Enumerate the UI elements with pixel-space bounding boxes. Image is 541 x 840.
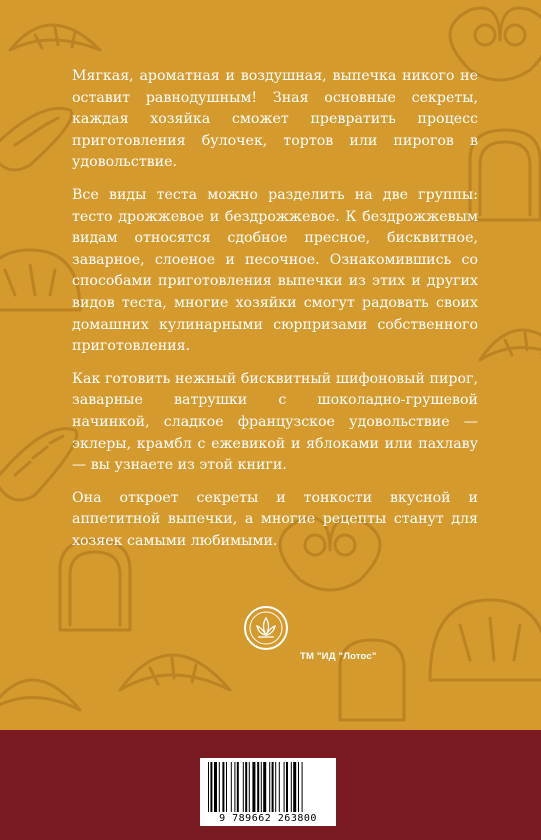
barcode-bar xyxy=(245,762,247,812)
barcode-bar xyxy=(208,762,209,812)
croissant-icon xyxy=(0,680,80,710)
baguette-icon xyxy=(0,108,72,170)
barcode-bar xyxy=(291,762,292,812)
barcode-bar xyxy=(231,762,232,812)
croissant-icon xyxy=(120,655,230,690)
barcode xyxy=(200,758,336,826)
barcode-bar xyxy=(222,762,224,812)
barcode-bar xyxy=(272,762,274,812)
barcode-bar xyxy=(261,762,262,812)
lotus-seal-icon xyxy=(242,604,290,652)
barcode-bar xyxy=(275,762,276,812)
barcode-bar xyxy=(293,762,296,812)
barcode-bar xyxy=(302,762,303,812)
bread-slice-icon xyxy=(470,130,540,220)
barcode-bar xyxy=(269,762,270,812)
barcode-bar xyxy=(243,762,244,812)
barcode-bar xyxy=(284,762,285,812)
barcode-bar xyxy=(286,762,288,812)
croissant-icon xyxy=(10,25,100,50)
barcode-bars xyxy=(206,762,330,812)
barcode-bar xyxy=(237,762,239,812)
barcode-bar xyxy=(214,762,217,812)
barcode-bar xyxy=(252,762,255,812)
loaf-icon xyxy=(0,250,80,310)
blurb-paragraph: Мягкая, ароматная и воздушная, выпечка никого не оставит равнодушным! Зная основные секреты, каждая хозяйка сможет превратить процесс приготовления булочек, тортов или пирогов в удовольствие. xyxy=(72,68,478,171)
croissant-icon xyxy=(480,330,541,360)
baguette-icon xyxy=(0,429,77,500)
blurb-paragraph: Как готовить нежный бисквитный шифоновый пирог, заварные ватрушки с шоколадно-грушевой начинкой, сладкое французское удовольствие — эклеры, крамбл с ежевикой и яблоками или пахлаву — вы узнаете из этой книги. xyxy=(72,370,478,474)
barcode-bar xyxy=(263,762,266,812)
barcode-bar xyxy=(257,762,259,812)
barcode-bar xyxy=(210,762,212,812)
barcode-bar xyxy=(234,762,235,812)
barcode-bar xyxy=(279,762,280,812)
publisher-label: ТМ "ИД "Лотос" xyxy=(300,651,377,662)
back-cover-blurb xyxy=(72,66,478,563)
barcode-bar xyxy=(249,762,250,812)
barcode-digits: 9 789662 263800 xyxy=(219,813,317,824)
barcode-bar xyxy=(298,762,299,812)
blurb-paragraph: Все виды теста можно разделить на две группы: тесто дрожжевое и бездрожжевое. К бездрожжевым видам относятся сдобное пресное, бисквитное, заварное, слоеное и песочное. Ознакомившись со способами приготовления выпечки из этих и других видов теста, многие хозяйки смогут радовать своих домашних кулинарными сюрпризами собственного приготовления. xyxy=(72,186,478,355)
loaf-icon xyxy=(430,600,541,680)
barcode-bar xyxy=(219,762,220,812)
barcode-bar xyxy=(226,762,227,812)
blurb-paragraph: Она откроет секреты и тонкости вкусной и аппетитной выпечки, а многие рецепты станут для хозяек самыми любимыми. xyxy=(72,489,478,549)
